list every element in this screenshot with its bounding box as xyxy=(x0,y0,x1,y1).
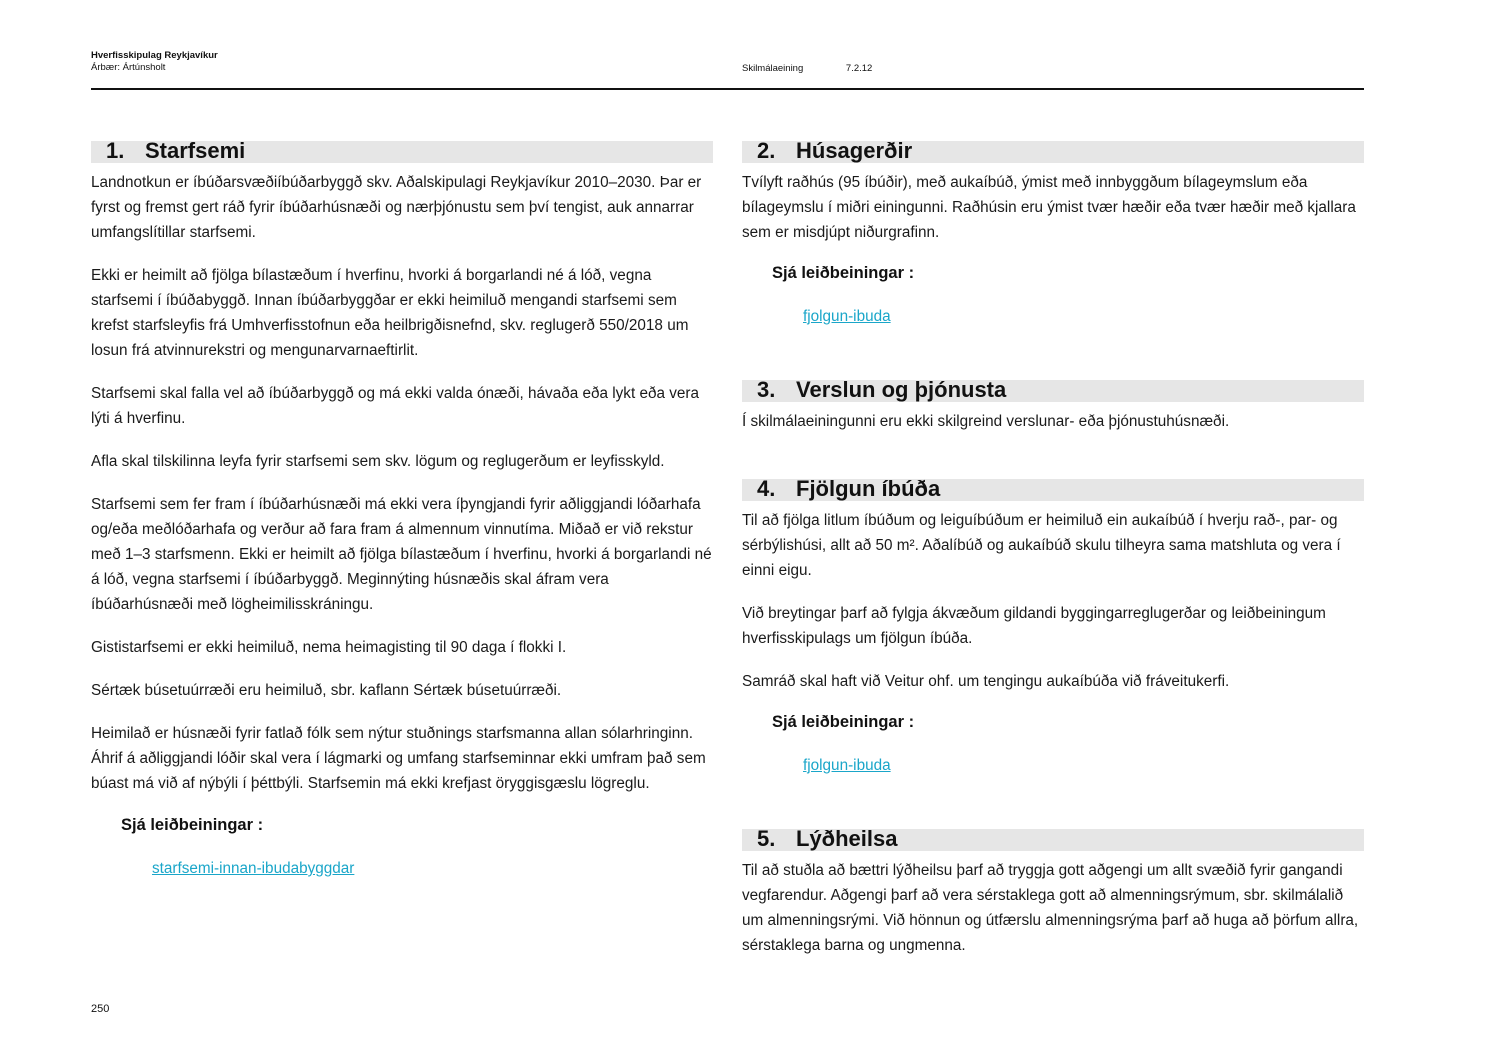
paragraph: Heimilað er húsnæði fyrir fatlað fólk sem nýtur stuðnings starfsmanna allan sólarhringinn. Áhrif á aðliggjandi lóðir skal vera í lágmarki og umfang starfseminnar ekki umfram það sem búast má við af nýbýli í þéttbýli. Starfsemin má ekki krefjast öryggisgæslu lögreglu. xyxy=(91,725,706,792)
section-number: 2. xyxy=(757,138,776,163)
section-title: Verslun og þjónusta xyxy=(796,377,1007,402)
paragraph: Ekki er heimilt að fjölga bílastæðum í hverfinu, hvorki á borgarlandi né á lóð, vegna starfsemi í íbúðabyggð. Innan íbúðarbyggðar er ekki heimiluð mengandi starfsemi sem krefst starfsleyfis frá Umhverfisstofnun eða heilbrigðisnefnd, skv. reglugerð 550/2018 um losun frá atvinnurekstri og mengunarvarnaeftirlit. xyxy=(91,267,689,359)
guideline-link-fjolgun-ibuda[interactable]: fjolgun-ibuda xyxy=(803,757,891,774)
section-title: Fjölgun íbúða xyxy=(796,476,941,501)
guideline-link-fjolgun-ibuda[interactable]: fjolgun-ibuda xyxy=(803,308,891,325)
page-number: 250 xyxy=(91,1003,110,1015)
section-husagerdir xyxy=(742,138,1364,327)
paragraph: Afla skal tilskilinna leyfa fyrir starfsemi sem skv. lögum og reglugerðum er leyfisskyld. xyxy=(91,453,665,470)
paragraph: Sértæk búsetuúrræði eru heimiluð, sbr. kaflann Sértæk búsetuúrræði. xyxy=(91,682,562,699)
section-number: 4. xyxy=(757,476,776,501)
section-lydheilsa xyxy=(742,826,1364,958)
section-label: Skilmálaeining xyxy=(742,63,804,74)
see-guidelines-label: Sjá leiðbeiningar : xyxy=(772,264,915,282)
section-title: Starfsemi xyxy=(145,138,246,163)
paragraph: Til að fjölga litlum íbúðum og leiguíbúðum er heimiluð ein aukaíbúð í hverju rað-, par- og sérbýlishúsi, allt að 50 m². Aðalíbúð og aukaíbúð skulu tilheyra sama matshluta og vera í einni eigu. xyxy=(742,512,1341,579)
section-code: 7.2.12 xyxy=(845,63,873,74)
section-fjolgun-ibuda xyxy=(742,476,1364,776)
left-column xyxy=(91,138,713,879)
guideline-link-starfsemi[interactable]: starfsemi-innan-ibudabyggdar xyxy=(152,860,355,877)
see-guidelines-label: Sjá leiðbeiningar : xyxy=(121,816,264,834)
section-heading xyxy=(91,138,713,163)
paragraph: Landnotkun er íbúðarsvæðiíbúðarbyggð skv. Aðalskipulagi Reykjavíkur 2010–2030. Þar er fyrst og fremst gert ráð fyrir íbúðarhúsnæði og nærþjónustu sem því tengist, auk annarrar umfangslítillar starfsemi. xyxy=(91,174,702,241)
section-starfsemi xyxy=(91,138,713,879)
section-title: Lýðheilsa xyxy=(796,826,898,851)
header-divider xyxy=(91,88,1364,90)
paragraph: Við breytingar þarf að fylgja ákvæðum gildandi byggingarreglugerðar og leiðbeiningum hverfisskipulags um fjölgun íbúða. xyxy=(742,605,1326,647)
section-indicator xyxy=(742,63,872,74)
section-heading xyxy=(742,826,1364,851)
section-number: 5. xyxy=(757,826,776,851)
document-subtitle: Árbær: Ártúnsholt xyxy=(91,62,166,73)
document-title: Hverfisskipulag Reykjavíkur xyxy=(91,50,218,61)
section-number: 3. xyxy=(757,377,776,402)
section-title: Húsagerðir xyxy=(796,138,913,163)
paragraph: Starfsemi sem fer fram í íbúðarhúsnæði má ekki vera íþyngjandi fyrir aðliggjandi lóðarhafa og/eða meðlóðarhafa og verður að fara fram á almennum vinnutíma. Miðað er við rekstur með 1–3 starfsmenn. Ekki er heimilt að fjölga bílastæðum í hverfinu, hvorki á borgarlandi né á lóð, vegna starfsemi í íbúðarbyggð. Meginnýting húsnæðis skal áfram vera íbúðarhúsnæði með lögheimilisskráningu. xyxy=(91,496,712,613)
paragraph: Til að stuðla að bættri lýðheilsu þarf að tryggja gott aðgengi um allt svæðið fyrir gangandi vegfarendur. Aðgengi þarf að vera sérstaklega gott að almenningsrýmum, sbr. skilmálalið um almenningsrými. Við hönnun og útfærslu almenningsrýma þarf að huga að þörfum allra, sérstaklega barna og ungmenna. xyxy=(742,862,1359,954)
section-heading xyxy=(742,138,1364,163)
paragraph: Starfsemi skal falla vel að íbúðarbyggð og má ekki valda ónæði, hávaða eða lykt eða vera lýti á hverfinu. xyxy=(91,385,699,427)
paragraph: Gististarfsemi er ekki heimiluð, nema heimagisting til 90 daga í flokki I. xyxy=(91,639,567,656)
section-number: 1. xyxy=(106,138,125,163)
paragraph: Í skilmálaeiningunni eru ekki skilgreind verslunar- eða þjónustuhúsnæði. xyxy=(742,413,1230,430)
section-heading xyxy=(742,476,1364,501)
see-guidelines-label: Sjá leiðbeiningar : xyxy=(772,713,915,731)
right-column xyxy=(742,138,1364,976)
document-header xyxy=(91,50,218,74)
paragraph: Tvílyft raðhús (95 íbúðir), með aukaíbúð, ýmist með innbyggðum bílageymslum eða bílageymslu í miðri einingunni. Raðhúsin eru ýmist tvær hæðir eða tvær hæðir með kjallara sem er misdjúpt niðurgrafinn. xyxy=(742,174,1356,241)
section-verslun xyxy=(742,377,1364,434)
paragraph: Samráð skal haft við Veitur ohf. um tengingu aukaíbúða við fráveitukerfi. xyxy=(742,673,1230,690)
section-heading xyxy=(742,377,1364,402)
